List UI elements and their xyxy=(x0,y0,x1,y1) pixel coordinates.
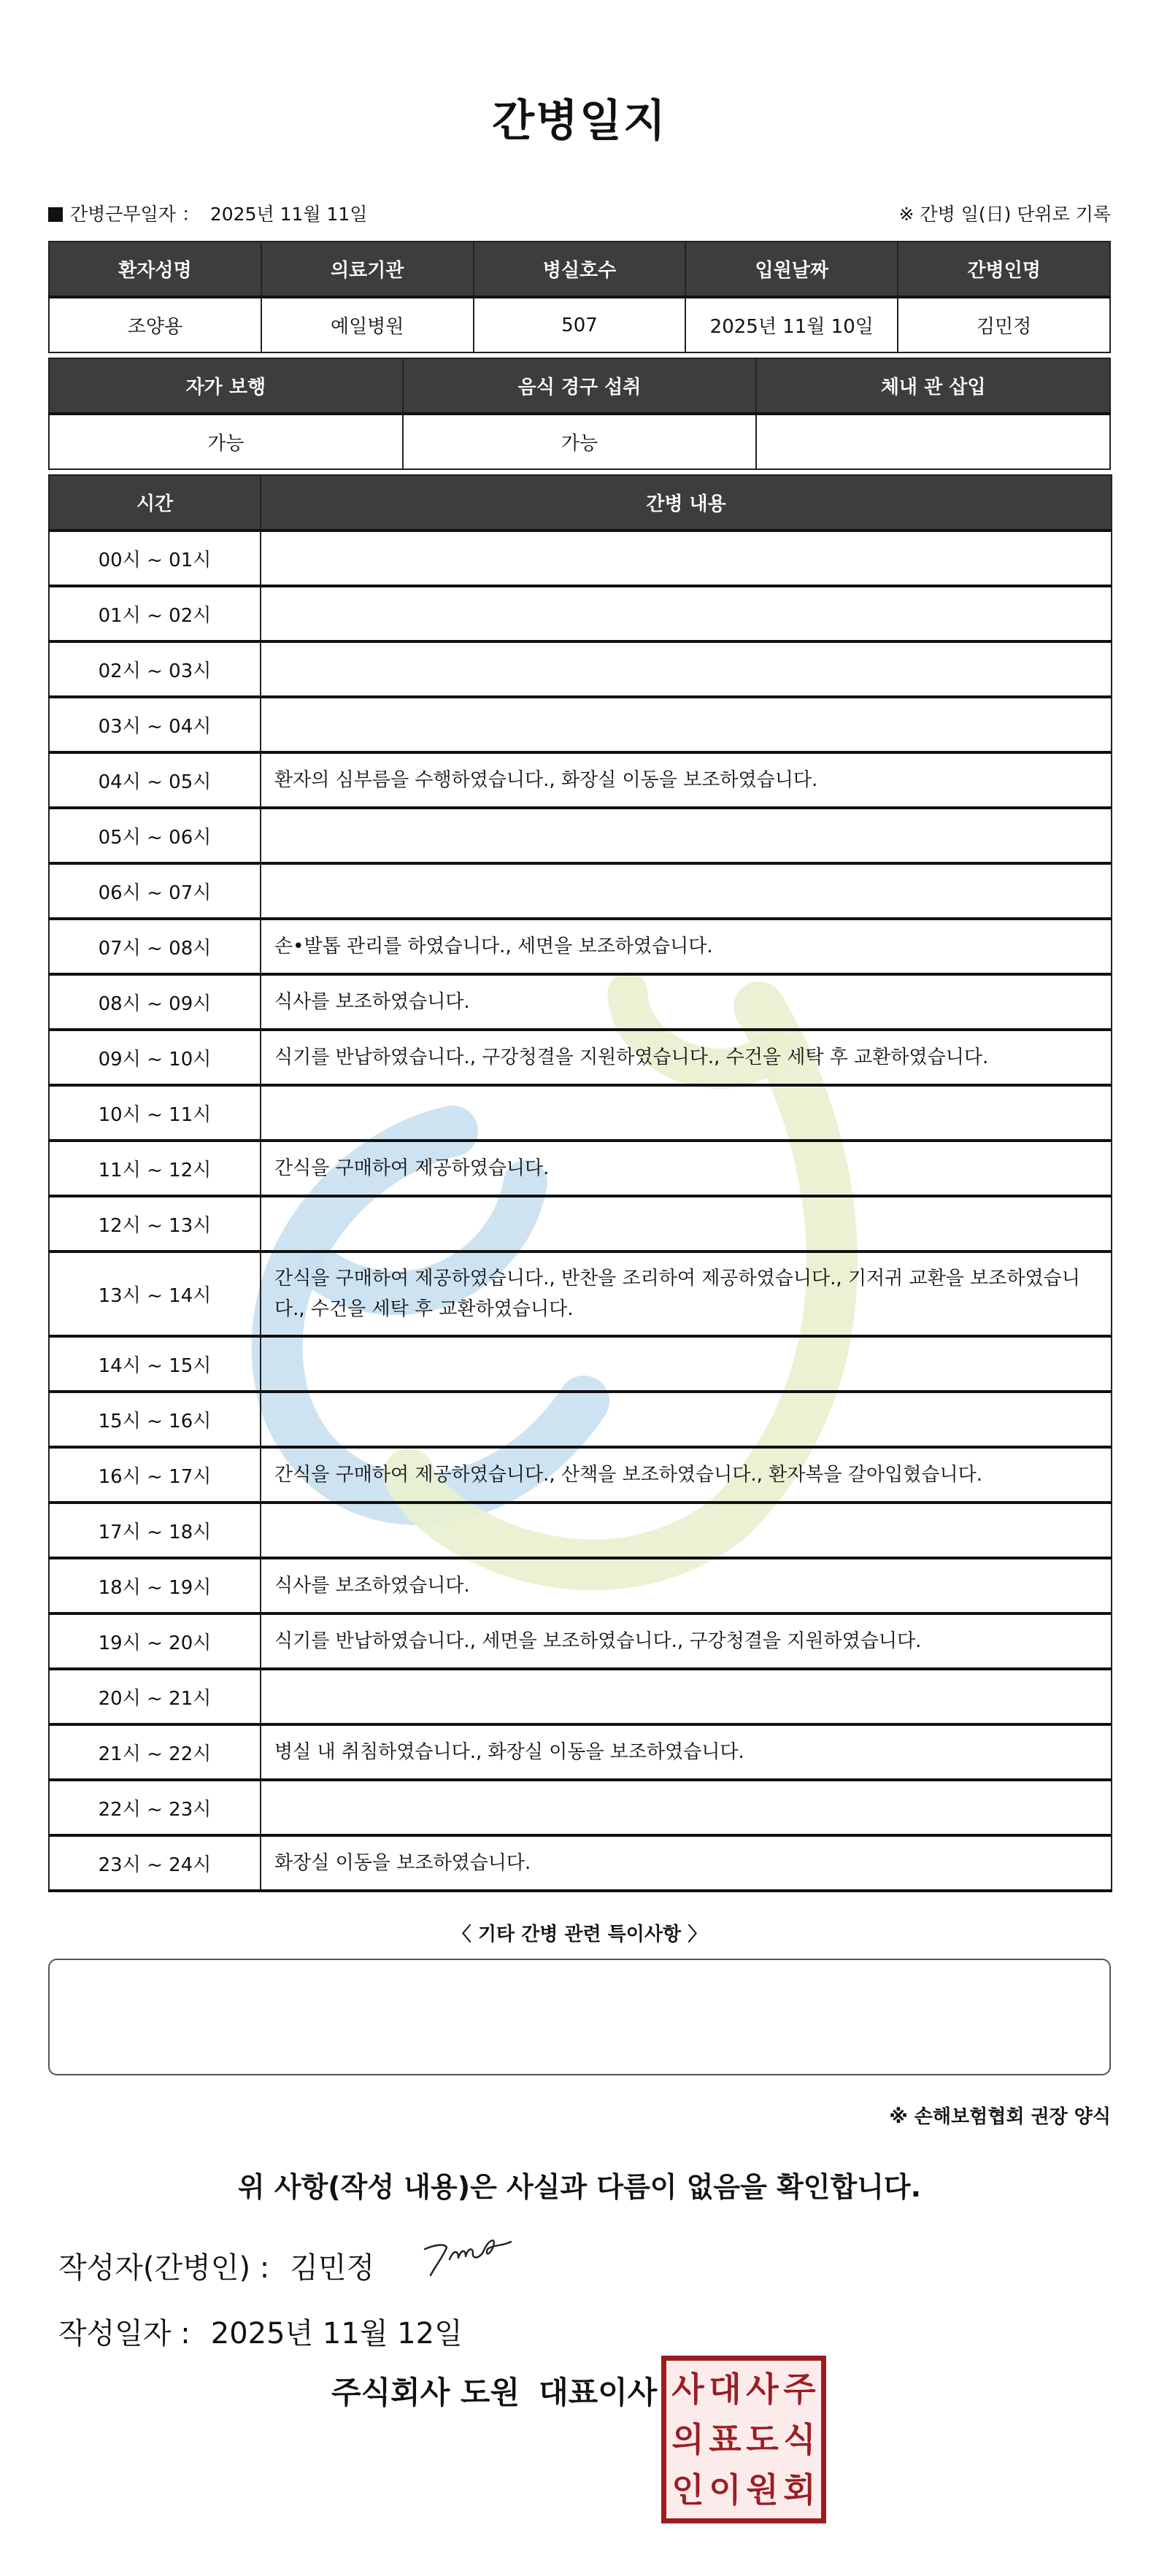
log-content: 식기를 반납하였습니다., 세면을 보조하였습니다., 구강청결을 지원하였습니다. xyxy=(261,1613,1112,1669)
remarks-title: 〈 기타 간병 관련 특이사항 〉 xyxy=(452,1924,707,1946)
log-time: 17시 ~ 18시 xyxy=(49,1503,261,1558)
log-header-row xyxy=(49,475,1112,531)
patient-name: 조양용 xyxy=(49,297,261,352)
company-seal-stamp xyxy=(661,2356,826,2523)
writer-name: 김민정 xyxy=(290,2251,375,2285)
log-content: 화장실 이동을 보조하였습니다. xyxy=(261,1835,1112,1891)
log-row xyxy=(49,641,1112,697)
header-time: 시간 xyxy=(49,475,261,531)
seal-character: 주 xyxy=(783,2369,816,2409)
company-line xyxy=(331,2369,657,2413)
log-time: 08시 ~ 09시 xyxy=(49,974,261,1030)
work-date xyxy=(48,200,367,226)
log-row xyxy=(49,1392,1112,1447)
log-row xyxy=(49,586,1112,641)
log-time: 02시 ~ 03시 xyxy=(49,641,261,697)
header-hospital: 의료기관 xyxy=(261,242,474,297)
log-content: 식사를 보조하였습니다. xyxy=(261,974,1112,1030)
seal-character: 도 xyxy=(746,2419,779,2459)
company-name: 주식회사 도원 xyxy=(331,2375,520,2410)
log-row xyxy=(49,1503,1112,1558)
square-bullet-icon xyxy=(48,207,63,222)
log-row xyxy=(49,531,1112,586)
header-care-content: 간병 내용 xyxy=(261,475,1112,531)
log-row xyxy=(49,752,1112,808)
log-time: 13시 ~ 14시 xyxy=(49,1252,261,1336)
log-content: 손•발톱 관리를 하였습니다., 세면을 보조하였습니다. xyxy=(261,919,1112,974)
seal-character: 대 xyxy=(709,2369,742,2409)
header-oral-intake: 음식 경구 섭취 xyxy=(403,358,757,414)
log-row xyxy=(49,1336,1112,1392)
remarks-box[interactable] xyxy=(48,1959,1111,2075)
seal-character: 이 xyxy=(709,2470,742,2510)
log-content xyxy=(261,1780,1112,1835)
log-content xyxy=(261,808,1112,863)
log-row xyxy=(49,1141,1112,1196)
log-row xyxy=(49,1447,1112,1503)
log-time: 14시 ~ 15시 xyxy=(49,1336,261,1392)
document-title: 간병일지 xyxy=(492,96,667,147)
patient-status-table xyxy=(48,358,1111,470)
log-time: 20시 ~ 21시 xyxy=(49,1669,261,1724)
log-content xyxy=(261,863,1112,919)
header-tube-insertion: 체내 관 삽입 xyxy=(756,358,1110,414)
log-row xyxy=(49,1669,1112,1724)
header-room-number: 병실호수 xyxy=(474,242,686,297)
log-time: 10시 ~ 11시 xyxy=(49,1085,261,1141)
seal-character: 회 xyxy=(783,2470,816,2510)
seal-character: 식 xyxy=(783,2419,816,2459)
log-time: 23시 ~ 24시 xyxy=(49,1835,261,1891)
confirmation-statement: 위 사항(작성 내용)은 사실과 다름이 없음을 확인합니다. xyxy=(237,2171,922,2203)
log-row xyxy=(49,1030,1112,1085)
log-time: 00시 ~ 01시 xyxy=(49,531,261,586)
work-date-value: 2025년 11월 11일 xyxy=(209,204,368,225)
tube-insertion-value xyxy=(756,414,1110,469)
log-row xyxy=(49,1196,1112,1252)
log-content xyxy=(261,641,1112,697)
log-content: 간식을 구매하여 제공하였습니다., 반찬을 조리하여 제공하였습니다., 기저귀 교환을 보조하였습니다., 수건을 세탁 후 교환하였습니다. xyxy=(261,1252,1112,1336)
log-content xyxy=(261,1085,1112,1141)
log-content xyxy=(261,1196,1112,1252)
work-date-label: 간병근무일자 ： xyxy=(70,204,200,225)
log-row xyxy=(49,1085,1112,1141)
status-value-row xyxy=(49,414,1110,469)
log-content: 간식을 구매하여 제공하였습니다. xyxy=(261,1141,1112,1196)
log-content xyxy=(261,1503,1112,1558)
log-content: 간식을 구매하여 제공하였습니다., 산책을 보조하였습니다., 환자복을 갈아입혔습니다. xyxy=(261,1447,1112,1503)
seal-character: 사 xyxy=(746,2369,779,2409)
seal-character: 인 xyxy=(671,2470,704,2510)
care-log-table xyxy=(48,474,1112,1892)
caregiver-name: 김민정 xyxy=(898,297,1110,352)
seal-character: 원 xyxy=(746,2470,779,2510)
header-admission-date: 입원날짜 xyxy=(685,242,898,297)
log-row xyxy=(49,1613,1112,1669)
form-note: ※ 손해보험협회 권장 양식 xyxy=(889,2106,1111,2128)
log-content xyxy=(261,586,1112,641)
log-time: 09시 ~ 10시 xyxy=(49,1030,261,1085)
log-content xyxy=(261,1392,1112,1447)
self-walking-value: 가능 xyxy=(49,414,403,469)
log-time: 01시 ~ 02시 xyxy=(49,586,261,641)
log-row xyxy=(49,919,1112,974)
writer-label: 작성자(간병인) : xyxy=(58,2251,270,2285)
log-row xyxy=(49,974,1112,1030)
log-time: 04시 ~ 05시 xyxy=(49,752,261,808)
seal-character: 사 xyxy=(671,2369,704,2409)
log-time: 05시 ~ 06시 xyxy=(49,808,261,863)
seal-character: 의 xyxy=(671,2419,704,2459)
status-header-row xyxy=(49,358,1110,414)
log-row xyxy=(49,1724,1112,1780)
written-date-line xyxy=(58,2310,463,2352)
log-time: 12시 ~ 13시 xyxy=(49,1196,261,1252)
header-caregiver-name: 간병인명 xyxy=(898,242,1110,297)
log-content: 식사를 보조하였습니다. xyxy=(261,1558,1112,1613)
log-content xyxy=(261,531,1112,586)
meta-row xyxy=(48,200,1111,229)
patient-header-row xyxy=(49,242,1110,297)
patient-info-table xyxy=(48,241,1111,353)
seal-characters xyxy=(669,2364,818,2515)
written-date-value: 2025년 11월 12일 xyxy=(210,2317,463,2351)
log-content xyxy=(261,1336,1112,1392)
log-row xyxy=(49,1780,1112,1835)
log-content: 환자의 심부름을 수행하였습니다., 화장실 이동을 보조하였습니다. xyxy=(261,752,1112,808)
company-title: 대표이사 xyxy=(539,2375,658,2410)
log-time: 22시 ~ 23시 xyxy=(49,1780,261,1835)
log-row xyxy=(49,1252,1112,1336)
log-content: 병실 내 취침하였습니다., 화장실 이동을 보조하였습니다. xyxy=(261,1724,1112,1780)
written-date-label: 작성일자 : xyxy=(58,2317,190,2351)
log-time: 16시 ~ 17시 xyxy=(49,1447,261,1503)
log-time: 06시 ~ 07시 xyxy=(49,863,261,919)
log-row xyxy=(49,1835,1112,1891)
log-content: 식기를 반납하였습니다., 구강청결을 지원하였습니다., 수건을 세탁 후 교환하였습니다. xyxy=(261,1030,1112,1085)
log-row xyxy=(49,863,1112,919)
log-time: 19시 ~ 20시 xyxy=(49,1613,261,1669)
writer-line xyxy=(58,2245,374,2286)
seal-character: 표 xyxy=(709,2419,742,2459)
room-number: 507 xyxy=(474,297,686,352)
patient-value-row xyxy=(49,297,1110,352)
unit-note: ※ 간병 일(日) 단위로 기록 xyxy=(898,204,1111,225)
log-time: 18시 ~ 19시 xyxy=(49,1558,261,1613)
log-content xyxy=(261,697,1112,752)
oral-intake-value: 가능 xyxy=(403,414,757,469)
hospital-name: 예일병원 xyxy=(261,297,474,352)
header-self-walking: 자가 보행 xyxy=(49,358,403,414)
log-content xyxy=(261,1669,1112,1724)
log-time: 15시 ~ 16시 xyxy=(49,1392,261,1447)
log-row xyxy=(49,697,1112,752)
handwritten-signature xyxy=(420,2230,515,2281)
log-row xyxy=(49,1558,1112,1613)
admission-date: 2025년 11월 10일 xyxy=(685,297,898,352)
log-time: 03시 ~ 04시 xyxy=(49,697,261,752)
log-time: 11시 ~ 12시 xyxy=(49,1141,261,1196)
header-patient-name: 환자성명 xyxy=(49,242,261,297)
log-time: 21시 ~ 22시 xyxy=(49,1724,261,1780)
log-row xyxy=(49,808,1112,863)
log-time: 07시 ~ 08시 xyxy=(49,919,261,974)
